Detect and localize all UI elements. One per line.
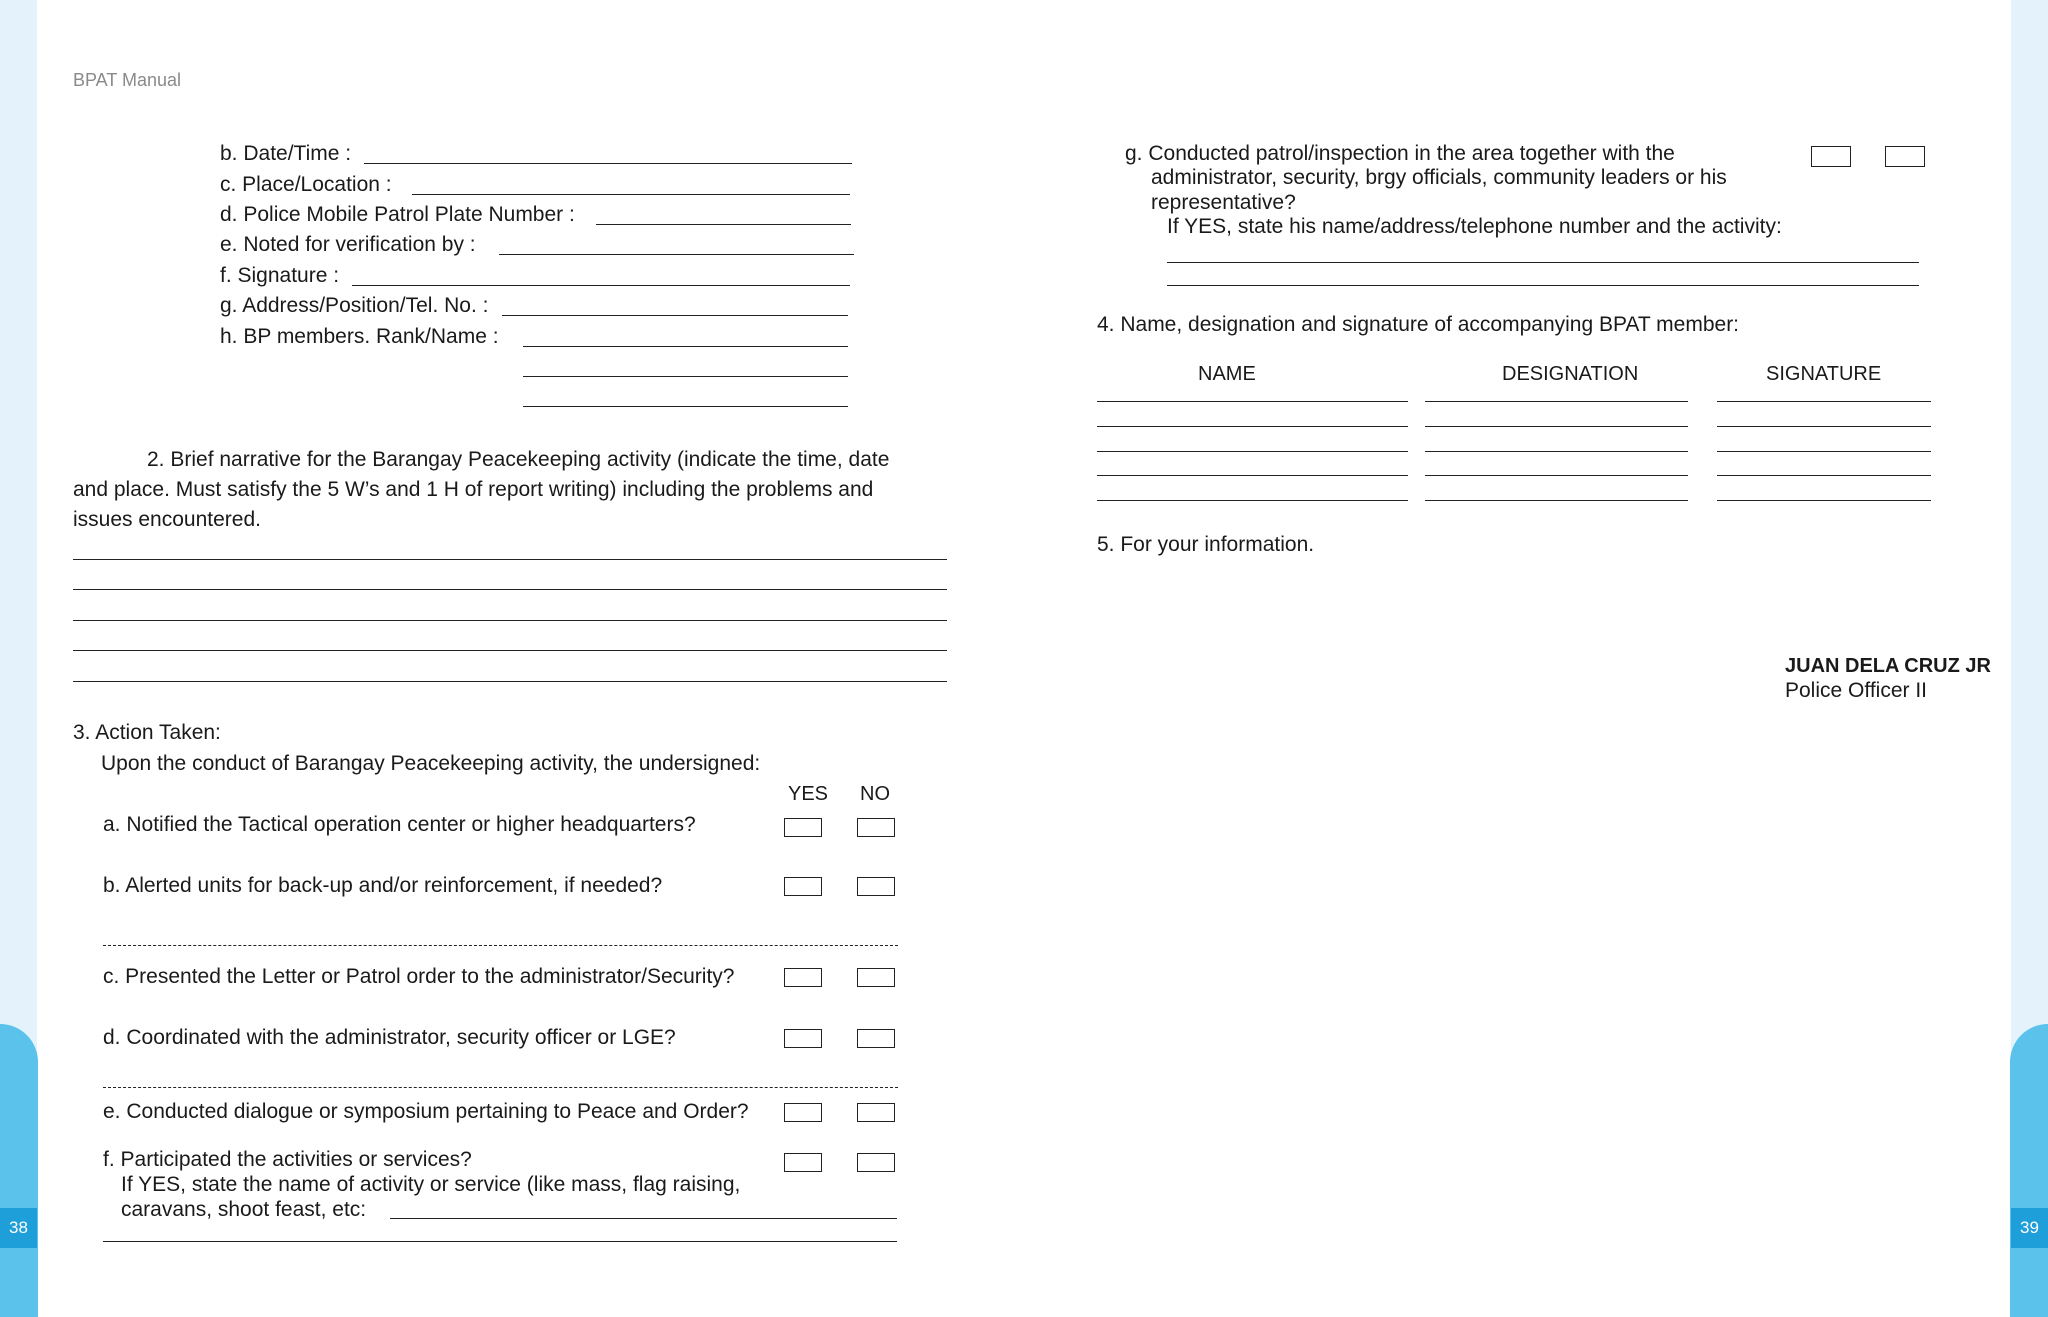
checkbox-g-no[interactable]	[1885, 146, 1925, 167]
action-item-d: d. Coordinated with the administrator, security officer or LGE?	[103, 1026, 676, 1049]
running-header: BPAT Manual	[73, 70, 182, 90]
field-line-activity-2[interactable]	[103, 1241, 897, 1242]
checkbox-f-no[interactable]	[857, 1153, 895, 1172]
narrative-write-line-5[interactable]	[73, 681, 947, 682]
narrative-line-1: 2. Brief narrative for the Barangay Peacekeeping activity (indicate the time, date	[147, 448, 890, 471]
field-label-signature: f. Signature :	[220, 264, 340, 287]
narrative-write-line-3[interactable]	[73, 620, 947, 621]
member-signature-line[interactable]	[1717, 475, 1931, 476]
field-line-g-details-1[interactable]	[1167, 262, 1919, 263]
member-name-line[interactable]	[1097, 451, 1408, 452]
field-line-plate-number[interactable]	[596, 224, 851, 225]
checkbox-f-yes[interactable]	[784, 1153, 822, 1172]
dashed-separator	[103, 945, 898, 946]
field-line-place[interactable]	[412, 194, 850, 195]
checkbox-b-yes[interactable]	[784, 877, 822, 896]
field-line-activity-1[interactable]	[390, 1218, 897, 1219]
column-name: NAME	[1198, 363, 1256, 385]
checkbox-d-no[interactable]	[857, 1029, 895, 1048]
no-column-label: NO	[860, 783, 890, 805]
column-designation: DESIGNATION	[1502, 363, 1639, 385]
field-label-address: g. Address/Position/Tel. No. :	[220, 294, 489, 317]
checkbox-g-yes[interactable]	[1811, 146, 1851, 167]
field-line-date-time[interactable]	[364, 163, 852, 164]
field-label-place: c. Place/Location :	[220, 173, 392, 196]
section-4-heading: 4. Name, designation and signature of accompanying BPAT member:	[1097, 313, 1740, 336]
field-line-g-details-2[interactable]	[1167, 285, 1919, 286]
member-signature-line[interactable]	[1717, 426, 1931, 427]
field-line-address[interactable]	[502, 315, 848, 316]
narrative-write-line-4[interactable]	[73, 650, 947, 651]
column-signature: SIGNATURE	[1766, 363, 1882, 385]
item-g-line-4: If YES, state his name/address/telephone number and the activity:	[1167, 215, 1782, 238]
action-item-f-sub-2: caravans, shoot feast, etc:	[121, 1198, 367, 1221]
member-name-line[interactable]	[1097, 475, 1408, 476]
narrative-line-2: and place. Must satisfy the 5 W’s and 1 H of report writing) including the problems and	[73, 478, 874, 501]
page-number-left: 38	[0, 1208, 37, 1248]
member-name-line[interactable]	[1097, 500, 1408, 501]
action-item-c: c. Presented the Letter or Patrol order to the administrator/Security?	[103, 965, 735, 988]
member-name-line[interactable]	[1097, 401, 1408, 402]
member-designation-line[interactable]	[1425, 401, 1688, 402]
field-line-noted-by[interactable]	[499, 254, 854, 255]
action-item-f-sub-1: If YES, state the name of activity or service (like mass, flag raising,	[121, 1173, 741, 1196]
checkbox-e-no[interactable]	[857, 1103, 895, 1122]
member-signature-line[interactable]	[1717, 401, 1931, 402]
narrative-write-line-2[interactable]	[73, 589, 947, 590]
field-line-signature[interactable]	[352, 285, 850, 286]
narrative-write-line-1[interactable]	[73, 559, 947, 560]
member-name-line[interactable]	[1097, 426, 1408, 427]
item-g-line-2: administrator, security, brgy officials, community leaders or his	[1151, 166, 1727, 189]
checkbox-a-no[interactable]	[857, 818, 895, 837]
field-line-bp-members-3[interactable]	[523, 406, 848, 407]
left-edge-tab	[0, 1024, 38, 1317]
section-5-text: 5. For your information.	[1097, 533, 1315, 556]
action-item-a: a. Notified the Tactical operation center or higher headquarters?	[103, 813, 696, 836]
member-designation-line[interactable]	[1425, 451, 1688, 452]
field-label-date-time: b. Date/Time :	[220, 142, 352, 165]
field-line-bp-members-1[interactable]	[523, 346, 848, 347]
action-heading: 3. Action Taken:	[73, 721, 221, 744]
item-g-line-3: representative?	[1151, 191, 1296, 214]
field-label-plate-number: d. Police Mobile Patrol Plate Number :	[220, 203, 575, 226]
signatory-name: JUAN DELA CRUZ JR	[1785, 655, 1991, 677]
page-number-right: 39	[2011, 1208, 2048, 1248]
field-label-bp-members: h. BP members. Rank/Name :	[220, 325, 499, 348]
checkbox-a-yes[interactable]	[784, 818, 822, 837]
member-signature-line[interactable]	[1717, 500, 1931, 501]
field-label-noted-by: e. Noted for verification by :	[220, 233, 476, 256]
checkbox-c-yes[interactable]	[784, 968, 822, 987]
checkbox-c-no[interactable]	[857, 968, 895, 987]
checkbox-e-yes[interactable]	[784, 1103, 822, 1122]
field-line-bp-members-2[interactable]	[523, 376, 848, 377]
right-edge-tab	[2010, 1024, 2048, 1317]
member-signature-line[interactable]	[1717, 451, 1931, 452]
yes-column-label: YES	[788, 783, 829, 805]
action-item-f: f. Participated the activities or services?	[103, 1148, 472, 1171]
signatory-rank: Police Officer II	[1785, 679, 1927, 702]
member-designation-line[interactable]	[1425, 475, 1688, 476]
checkbox-d-yes[interactable]	[784, 1029, 822, 1048]
dashed-separator	[103, 1087, 898, 1088]
member-designation-line[interactable]	[1425, 426, 1688, 427]
narrative-line-3: issues encountered.	[73, 508, 261, 531]
action-intro: Upon the conduct of Barangay Peacekeeping activity, the undersigned:	[101, 752, 761, 775]
member-designation-line[interactable]	[1425, 500, 1688, 501]
action-item-e: e. Conducted dialogue or symposium pertaining to Peace and Order?	[103, 1100, 749, 1123]
checkbox-b-no[interactable]	[857, 877, 895, 896]
item-g-line-1: g. Conducted patrol/inspection in the area together with the	[1125, 142, 1675, 165]
action-item-b: b. Alerted units for back-up and/or reinforcement, if needed?	[103, 874, 663, 897]
